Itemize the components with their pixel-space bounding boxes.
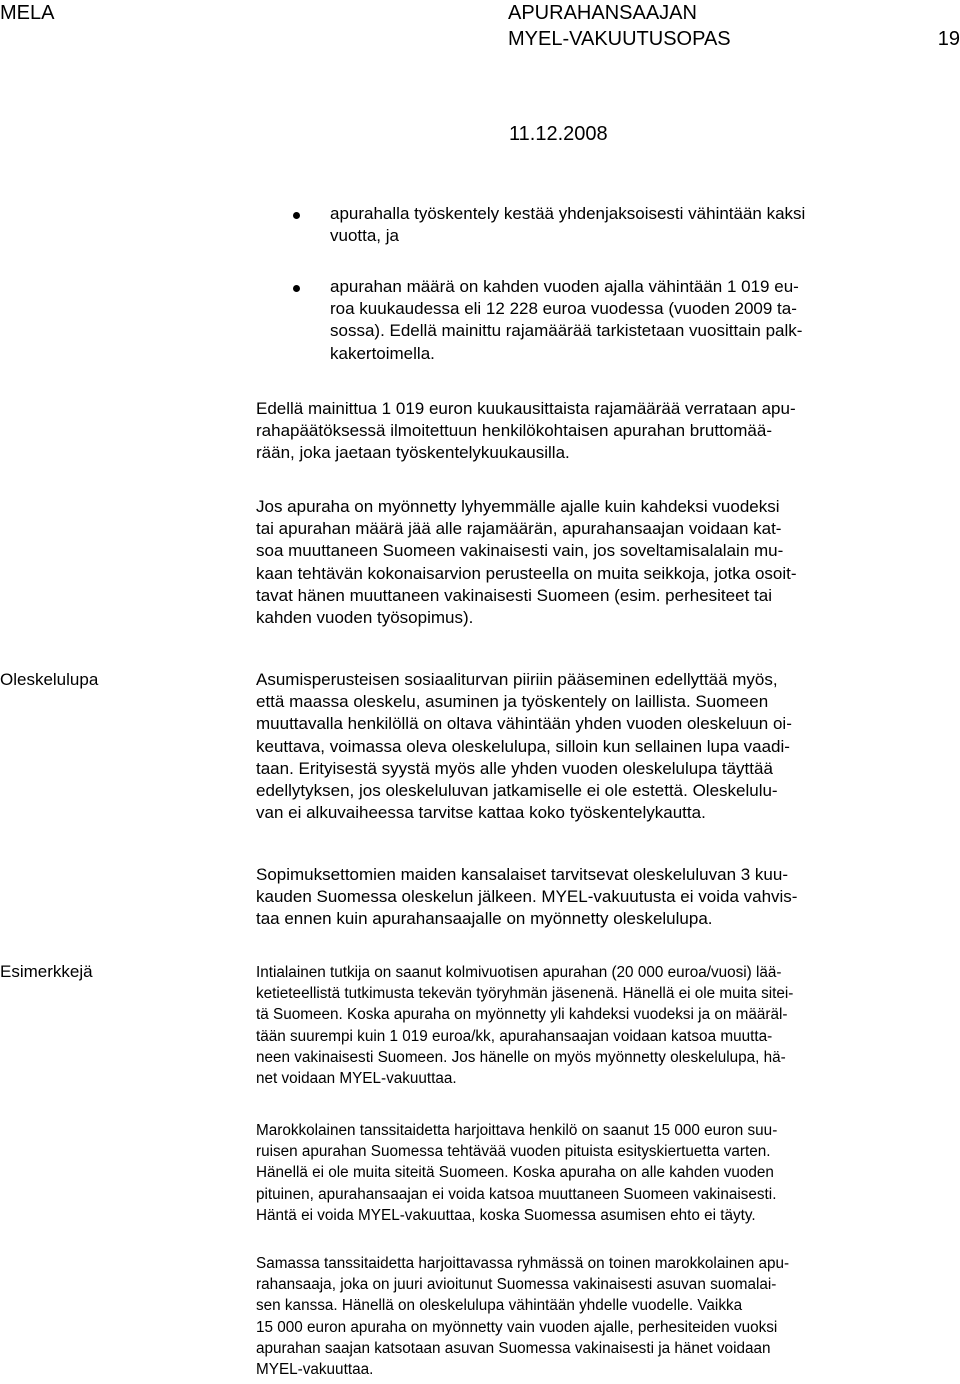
header-title-line1: APURAHANSAAJAN xyxy=(508,2,697,24)
bullet-dot-icon xyxy=(293,285,300,292)
bullet-item: apurahalla työskentely kestää yhdenjaksoisesti vähintään kaksi vuotta, ja xyxy=(330,204,806,246)
example-paragraph: Marokkolainen tanssitaidetta harjoittava henkilö on saanut 15 000 euron suu- ruisen apurahan Suomessa tehtävää vuoden pituista esityskiertuetta varten. Hänellä ei ole muita siteitä Suomeen. Koska apuraha on alle kahden vuoden pituinen, apurahansaajan ei voida katsoa muuttaneen Suomeen vakinaisesti. Häntä ei voida MYEL-vakuuttaa, koska Suomessa asumisen ehto ei täyty. xyxy=(256,1122,778,1224)
paragraph-non-agreement-countries: Sopimuksettomien maiden kansalaiset tarvitsevat oleskeluluvan 3 kuu- kauden Suomessa oleskelun jälkeen. MYEL-vakuutusta ei voida vahvis- taa ennen kuin apurahansaajalle on myönnetty oleskelulupa. xyxy=(256,865,798,929)
paragraph-residence-permit: Asumisperusteisen sosiaaliturvan piiriin pääseminen edellyttää myös, että maassa oleskelu, asuminen ja työskentely on laillista. Suomeen muuttavalla henkilöllä on oltava vähintään yhden vuoden oleskeluun oi- keuttava, voimassa oleva oleskelulupa, silloin kun sellainen lupa vaadi- taan. Erityisestä syystä myös alle yhden vuoden oleskelulupa täyttää edellytyksen, jos oleskeluluvan jatkamiselle ei ole estettä. Oleskelulu- van ei alkuvaiheessa tarvitse kattaa koko työskentelykautta. xyxy=(256,670,792,823)
header-org: MELA xyxy=(0,2,55,24)
section-label-oleskelulupa: Oleskelulupa xyxy=(0,670,99,689)
example-paragraph: Intialainen tutkija on saanut kolmivuotisen apurahan (20 000 euroa/vuosi) lää- ketieteellistä tutkimusta tekevän työryhmän jäsenenä. Hänellä ei ole muita sitei- tä Suomeen. Koska apuraha on myönnetty yli kahdeksi vuodeksi ja on määräl- tään suurempi kuin 1 019 euroa/kk, apurahansaajan voidaan katsoa muuttа- neen vakinaisesti Suomeen. Jos hänelle on myös myönnetty oleskelulupa, hä- net voidaan MYEL-vakuuttaa. xyxy=(256,964,794,1088)
bullet-dot-icon xyxy=(293,212,300,219)
example-paragraph: Samassa tanssitaidetta harjoittavassa ryhmässä on toinen marokkolainen apu- rahansaaja, joka on juuri avioitunut Suomessa vakinaisesti asuvan suomalai- sen kanssa. Hänellä on oleskelulupa vähintään yhdelle vuodelle. Vaikka 15 000 euron apuraha on myönnetty vain vuoden ajalle, perhesiteiden vuoksi apurahan saajan katsotaan asuvan Suomessa vakinaisesti ja hänet voidaan MYEL-vakuuttaa. xyxy=(256,1255,790,1379)
paragraph-short-grant: Jos apuraha on myönnetty lyhyemmälle ajalle kuin kahdeksi vuodeksi tai apurahan määrä jää alle rajamäärän, apurahansaajan voidaan kat- soa muuttaneen Suomeen vakinaisesti vain, jos soveltamisalalain mu- kaan tehtävän kokonaisarvion perusteella on muita seikkoja, jotka osoit- tavat hänen muuttaneen vakinaisesti Suomeen (esim. perhesiteet tai kahden vuoden työsopimus). xyxy=(256,497,797,628)
page-number: 19 xyxy=(937,28,960,50)
paragraph-threshold: Edellä mainittua 1 019 euron kuukausittaista rajamäärää verrataan apu- rahapäätöksessä ilmoitettuun henkilökohtaisen apurahan bruttomää- rään, joka jaetaan työskentelykuukausilla. xyxy=(256,399,796,463)
section-label-esimerkkeja: Esimerkkejä xyxy=(0,962,93,981)
header-date: 11.12.2008 xyxy=(509,123,608,145)
bullet-item: apurahan määrä on kahden vuoden ajalla vähintään 1 019 eu- roa kuukaudessa eli 12 228 euroa vuodessa (vuoden 2009 ta- sossa). Edellä mainittu rajamäärää tarkistetaan vuosittain palk- kakertoimella. xyxy=(330,277,803,363)
header-title-line2: MYEL-VAKUUTUSOPAS xyxy=(508,28,731,50)
